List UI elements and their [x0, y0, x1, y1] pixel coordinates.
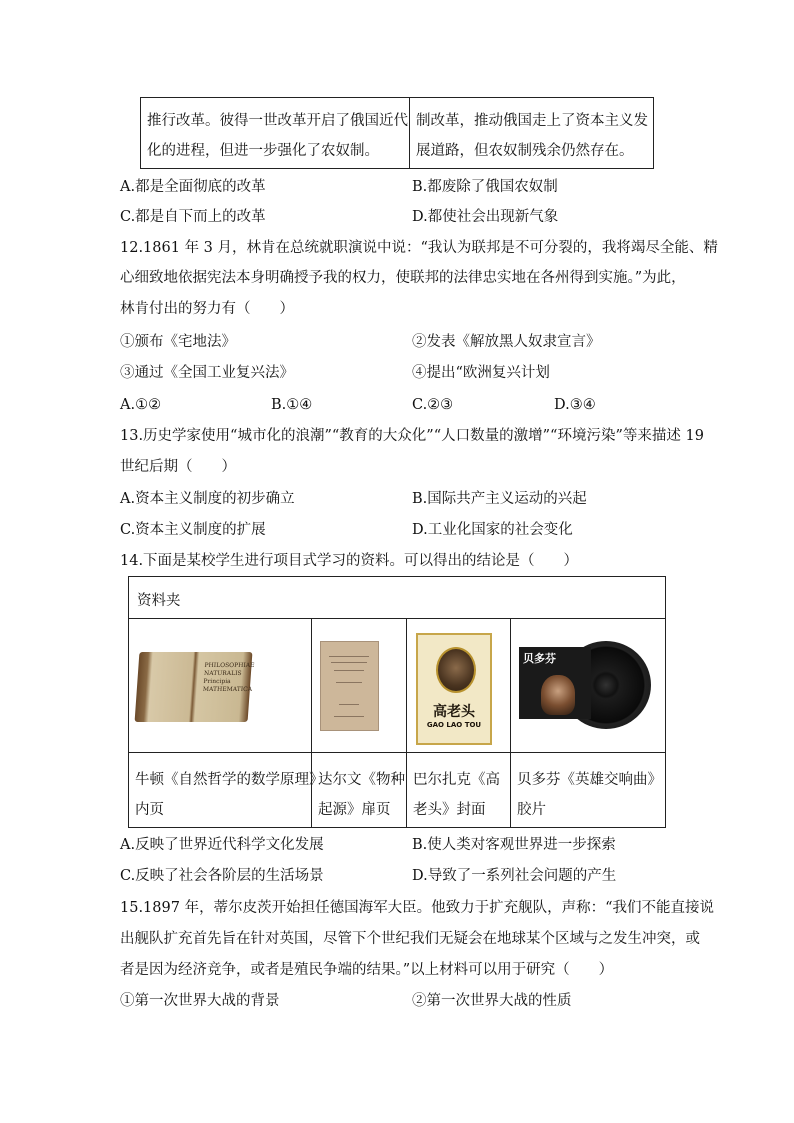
- q11-option-d[interactable]: D.都使社会出现新气象: [412, 209, 559, 225]
- cover-title: 高老头: [433, 704, 475, 720]
- record-sleeve: [519, 647, 591, 719]
- q15-statement-2: ②第一次世界大战的性质: [412, 993, 572, 1009]
- materials-column-newton: [129, 619, 324, 827]
- q15-statement-1: ①第一次世界大战的背景: [120, 993, 280, 1009]
- darwin-origin-image-cell: [312, 619, 406, 753]
- left-cell-line-2: 化的进程，但进一步强化了农奴制。: [147, 143, 379, 159]
- q14-option-c[interactable]: C.反映了社会各阶层的生活场景: [120, 868, 324, 884]
- q12-option-d[interactable]: D.③④: [554, 397, 596, 413]
- darwin-origin-title-page-image: [320, 641, 379, 731]
- comparison-table-left-cell: [141, 98, 410, 168]
- q13-option-d[interactable]: D.工业化国家的社会变化: [412, 522, 573, 538]
- q13-option-a[interactable]: A.资本主义制度的初步确立: [120, 491, 295, 507]
- q11-option-c[interactable]: C.都是自下而上的改革: [120, 209, 266, 225]
- q12-statement-2: ②发表《解放黑人奴隶宣言》: [412, 334, 601, 350]
- q12-option-b[interactable]: B.①④: [271, 397, 313, 413]
- newton-caption-line-1: 牛顿《自然哲学的数学原理》: [135, 772, 324, 788]
- cover-pinyin: GAO LAO TOU: [426, 721, 482, 729]
- q12-statement-3: ③通过《全国工业复兴法》: [120, 365, 294, 381]
- newton-principia-image-cell: [129, 619, 311, 753]
- q12-stem-line-3: 林肯付出的努力有（ ）: [120, 301, 294, 317]
- left-cell-line-1: 推行改革。彼得一世改革开启了俄国近代: [147, 113, 408, 129]
- q13-stem-line-2: 世纪后期（ ）: [120, 459, 236, 475]
- newton-caption: [135, 765, 324, 825]
- materials-column-beethoven: [511, 619, 665, 827]
- q14-option-b[interactable]: B.使人类对客观世界进一步探索: [412, 837, 616, 853]
- q15-stem-line-1: 15.1897 年，蒂尔皮茨开始担任德国海军大臣。他致力于扩充舰队，声称：“我们不能直接说: [120, 900, 714, 916]
- principia-page-text: PHILOSOPHIAE NATURALIS Principia MATHEMATICA: [202, 662, 255, 693]
- q13-option-b[interactable]: B.国际共产主义运动的兴起: [412, 491, 587, 507]
- sleeve-title: 贝多芬: [523, 652, 556, 665]
- eroica-vinyl-image: [519, 639, 655, 729]
- beethoven-record-image-cell: [511, 619, 665, 753]
- q13-option-c[interactable]: C.资本主义制度的扩展: [120, 522, 266, 538]
- gao-lao-tou-cover-image: [416, 633, 492, 745]
- q13-stem-line-1: 13.历史学家使用“城市化的浪潮”“教育的大众化”“人口数量的激增”“环境污染”等来描述 19: [120, 428, 704, 444]
- beethoven-caption-line-1: 贝多芬《英雄交响曲》: [517, 772, 662, 788]
- balzac-caption-line-2: 老头》封面: [413, 802, 486, 818]
- newton-principia-image: [135, 652, 253, 722]
- balzac-cover-image-cell: [407, 619, 510, 753]
- q12-statement-1: ①颁布《宅地法》: [120, 334, 236, 350]
- q15-stem-line-2: 出舰队扩充首先旨在针对英国，尽管下个世纪我们无疑会在地球某个区域与之发生冲突，或: [120, 931, 700, 947]
- q12-statement-4: ④提出“欧洲复兴计划: [412, 365, 550, 381]
- q12-option-a[interactable]: A.①②: [120, 397, 162, 413]
- balzac-caption-line-1: 巴尔扎克《高: [413, 772, 500, 788]
- materials-column-balzac: [407, 619, 511, 827]
- darwin-caption-line-1: 达尔文《物种: [318, 772, 405, 788]
- q12-stem-line-2: 心细致地依据宪法本身明确授予我的权力，使联邦的法律忠实地在各州得到实施。”为此，: [120, 270, 686, 286]
- q11-option-a[interactable]: A.都是全面彻底的改革: [120, 179, 266, 195]
- right-cell-line-1: 制改革，推动俄国走上了资本主义发: [416, 113, 648, 129]
- balzac-caption: [413, 765, 500, 825]
- q12-option-c[interactable]: C.②③: [412, 397, 454, 413]
- q15-stem-line-3: 者是因为经济竞争，或者是殖民争端的结果。”以上材料可以用于研究（ ）: [120, 962, 614, 978]
- materials-column-darwin: [312, 619, 407, 827]
- q14-option-a[interactable]: A.反映了世界近代科学文化发展: [120, 837, 324, 853]
- darwin-caption-line-2: 起源》扉页: [318, 802, 391, 818]
- comparison-table-right-cell: [410, 98, 655, 168]
- beethoven-portrait-image: [541, 675, 575, 715]
- beethoven-caption-line-2: 胶片: [517, 802, 546, 818]
- materials-table: [128, 576, 666, 828]
- right-cell-line-2: 展道路，但农奴制残余仍然存在。: [416, 143, 634, 159]
- materials-folder-label: 资料夹: [129, 577, 665, 619]
- comparison-table: [140, 97, 654, 169]
- darwin-caption: [318, 765, 405, 825]
- q14-stem: 14.下面是某校学生进行项目式学习的资料。可以得出的结论是（ ）: [120, 553, 579, 569]
- author-portrait-image: [436, 647, 476, 693]
- beethoven-caption: [517, 765, 662, 825]
- q12-stem-line-1: 12.1861 年 3 月，林肯在总统就职演说中说：“我认为联邦是不可分裂的，我将竭尽全能、精: [120, 240, 718, 256]
- q14-option-d[interactable]: D.导致了一系列社会问题的产生: [412, 868, 617, 884]
- newton-caption-line-2: 内页: [135, 802, 164, 818]
- q11-option-b[interactable]: B.都废除了俄国农奴制: [412, 179, 558, 195]
